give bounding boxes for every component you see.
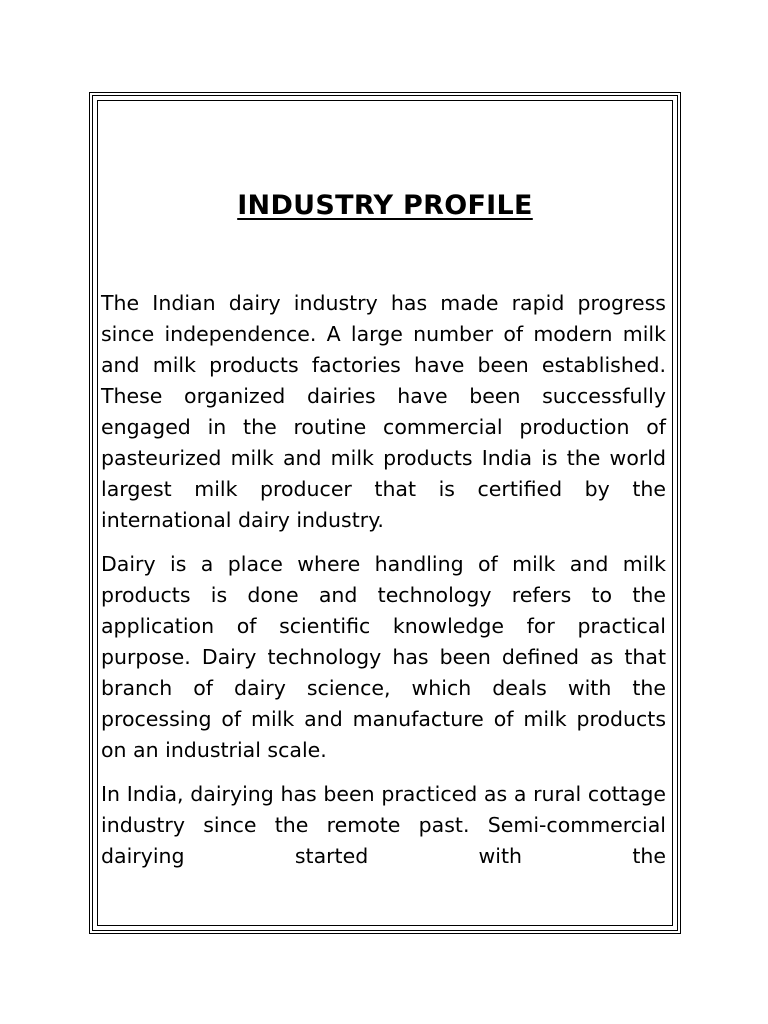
page-title: INDUSTRY PROFILE	[237, 190, 533, 221]
document-body	[101, 288, 666, 885]
page-frame	[89, 92, 681, 934]
paragraph-1: The Indian dairy industry has made rapid progress since independence. A large number of modern milk and milk products factories have been established. These organized dairies have been successfully engaged in the routine commercial production of pasteurized milk and milk products India is the world largest milk producer that is certified by the international dairy industry.	[101, 291, 666, 532]
paragraph-3: In India, dairying has been practiced as a rural cottage industry since the remote past. Semi-commercial dairying started with the	[101, 782, 666, 868]
paragraph-2: Dairy is a place where handling of milk and milk products is done and technology refers to the application of scientific knowledge for practical purpose. Dairy technology has been defined as that branch of dairy science, which deals with the processing of milk and manufacture of milk products on an industrial scale.	[101, 552, 666, 762]
